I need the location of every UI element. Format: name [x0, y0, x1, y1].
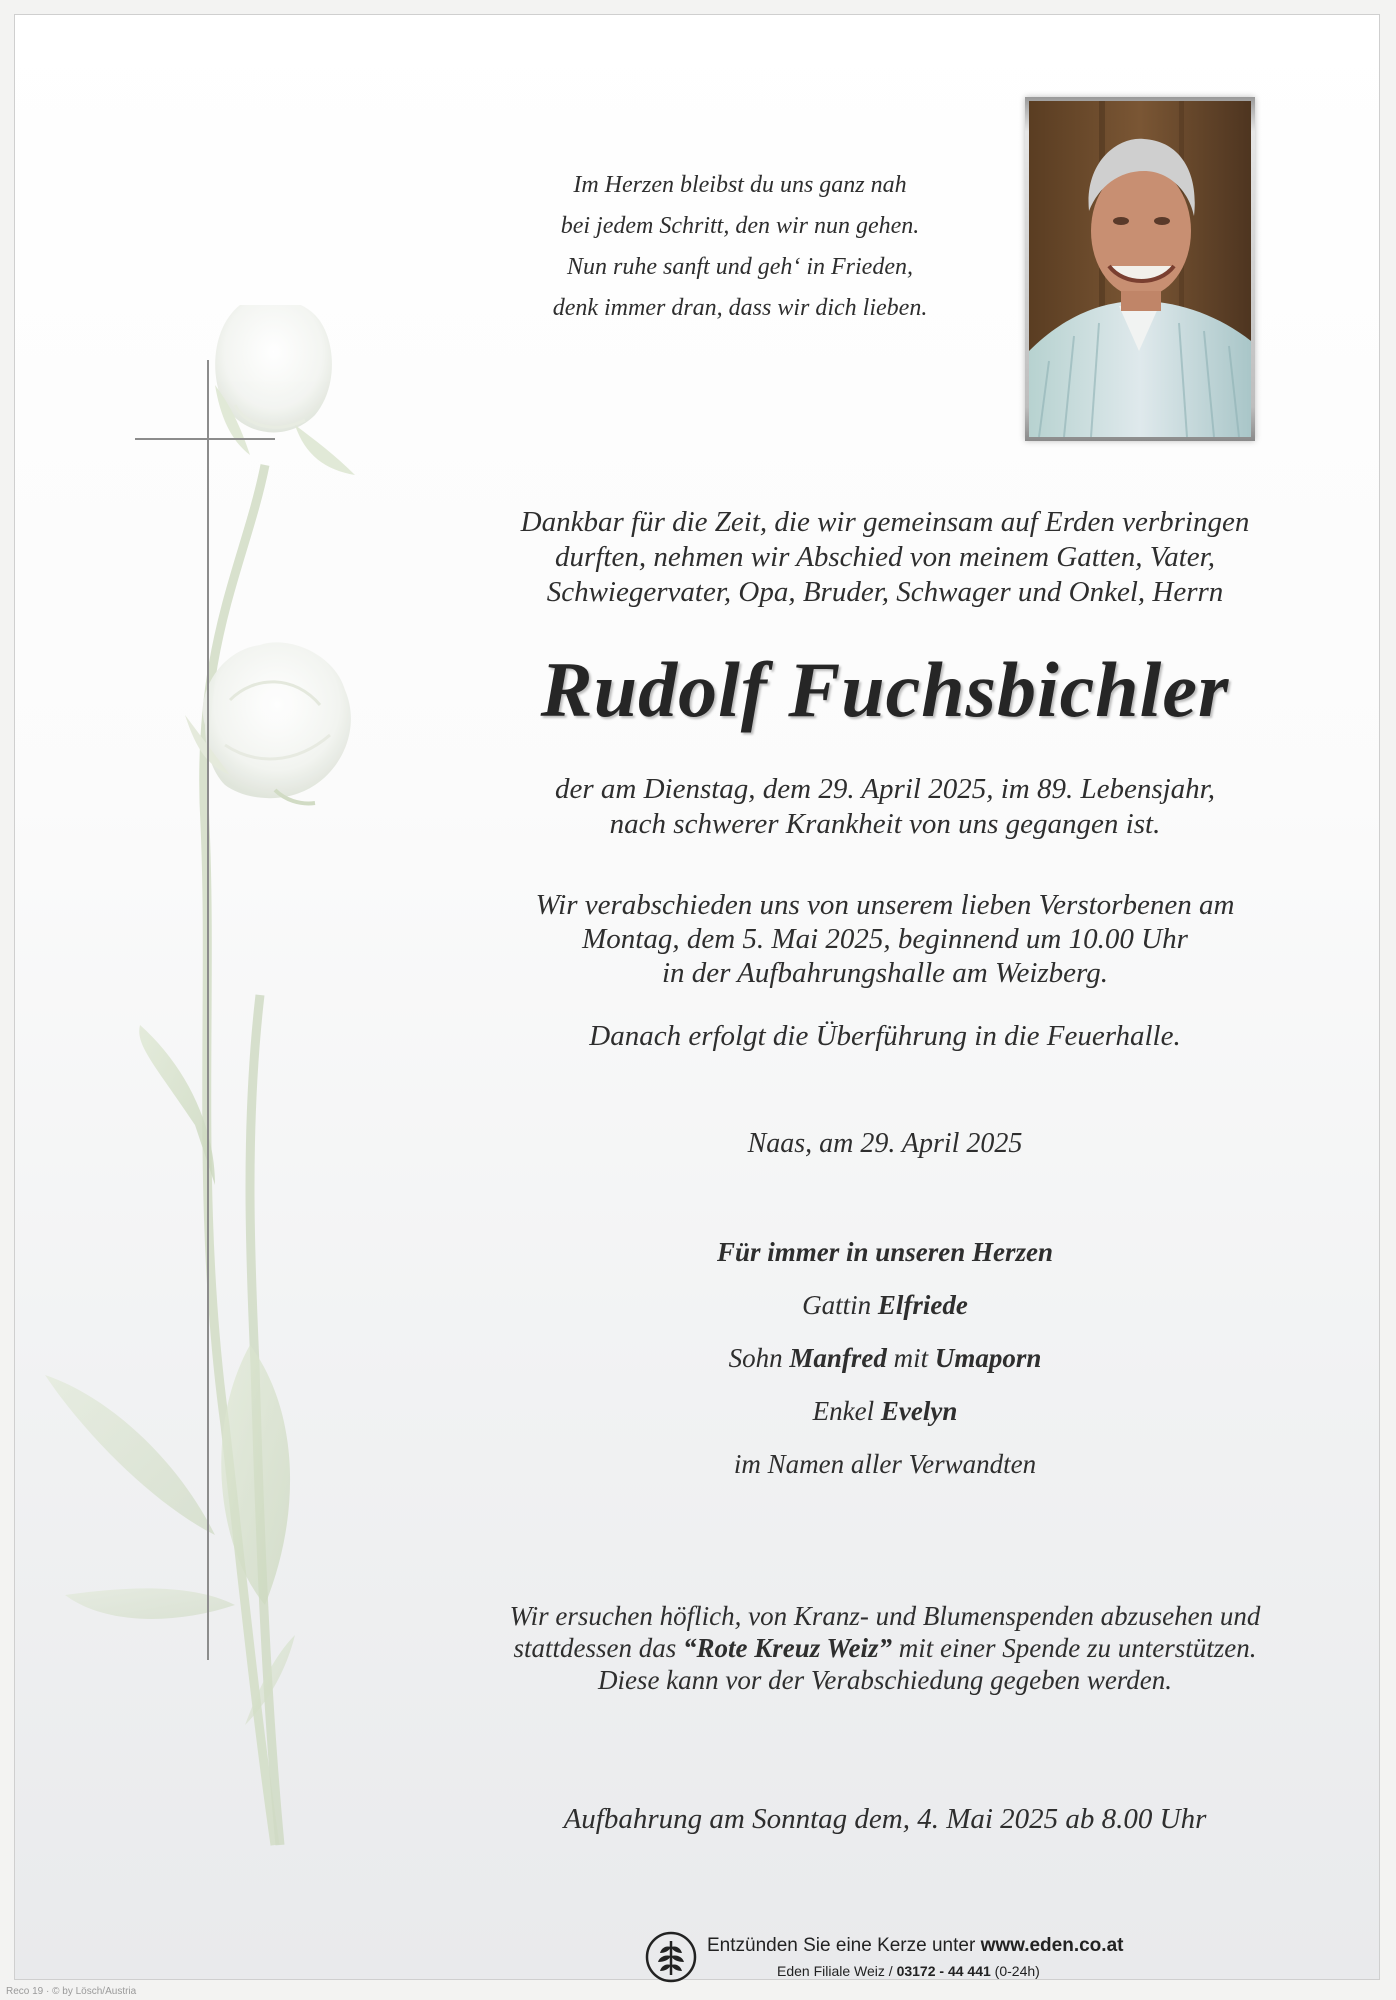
intro-line: Schwiegervater, Opa, Bruder, Schwager und Onkel, Herrn [546, 576, 1224, 608]
branch-contact: Eden Filiale Weiz / 03172 - 44 441 (0-24h) [777, 1963, 1040, 1979]
obituary-sheet [14, 14, 1380, 1980]
intro-line: Dankbar für die Zeit, die wir gemeinsam auf Erden verbringen [520, 506, 1250, 538]
family-heading: Für immer in unseren Herzen [716, 1237, 1054, 1267]
family-wife: Gattin Elfriede [802, 1290, 968, 1320]
death-info [435, 772, 1335, 842]
imprint: Reco 19 · © by Lösch/Austria [6, 1986, 137, 1997]
poem-line: bei jedem Schritt, den wir nun gehen. [560, 213, 920, 239]
donation-line: Wir ersuchen höflich, von Kranz- und Blumenspenden abzusehen und [509, 1601, 1261, 1631]
farewell-line: in der Aufbahrungshalle am Weizberg. [661, 957, 1108, 989]
family-list [435, 1226, 1335, 1491]
portrait-photo [1029, 101, 1251, 437]
footer [645, 1931, 1165, 1991]
phone-number: 03172 - 44 441 [896, 1963, 991, 1979]
poem-line: Im Herzen bleibst du uns ganz nah [573, 172, 907, 198]
farewell-info [435, 888, 1335, 990]
candle-text: Entzünden Sie eine Kerze unter www.eden.co.at [707, 1935, 1124, 1956]
donation-request [435, 1600, 1335, 1696]
eden-logo-icon [645, 1931, 697, 1983]
intro-text [435, 505, 1335, 610]
website-link[interactable]: www.eden.co.at [980, 1935, 1124, 1956]
donation-organization: “Rote Kreuz Weiz” [683, 1633, 893, 1663]
place-date: Naas, am 29. April 2025 [747, 1128, 1023, 1159]
donation-line: stattdessen das “Rote Kreuz Weiz” mit einer Spende zu unterstützen. [513, 1633, 1257, 1663]
lying-in-state: Aufbahrung am Sonntag dem, 4. Mai 2025 ab 8.00 Uhr [563, 1803, 1207, 1835]
family-son: Sohn Manfred mit Umaporn [728, 1343, 1042, 1373]
poem [435, 165, 1045, 329]
farewell-line: Montag, dem 5. Mai 2025, beginnend um 10.00 Uhr [582, 923, 1188, 955]
deceased-name: Rudolf Fuchsbichler [540, 646, 1230, 733]
portrait-frame [1025, 97, 1255, 441]
family-grandchild: Enkel Evelyn [812, 1396, 958, 1426]
poem-line: denk immer dran, dass wir dich lieben. [552, 295, 928, 321]
poem-line: Nun ruhe sanft und geh‘ in Frieden, [567, 254, 913, 280]
intro-line: durften, nehmen wir Abschied von meinem Gatten, Vater, [555, 541, 1215, 573]
death-line: nach schwerer Krankheit von uns gegangen ist. [609, 808, 1161, 840]
white-roses-illustration [45, 305, 425, 1865]
donation-line: Diese kann vor der Verabschiedung gegeben werden. [597, 1665, 1173, 1695]
farewell-line: Wir verabschieden uns von unserem lieben Verstorbenen am [535, 889, 1235, 921]
family-closing: im Namen aller Verwandten [733, 1449, 1037, 1479]
transfer-note: Danach erfolgt die Überführung in die Feuerhalle. [589, 1020, 1181, 1052]
death-line: der am Dienstag, dem 29. April 2025, im 89. Lebensjahr, [554, 773, 1215, 805]
